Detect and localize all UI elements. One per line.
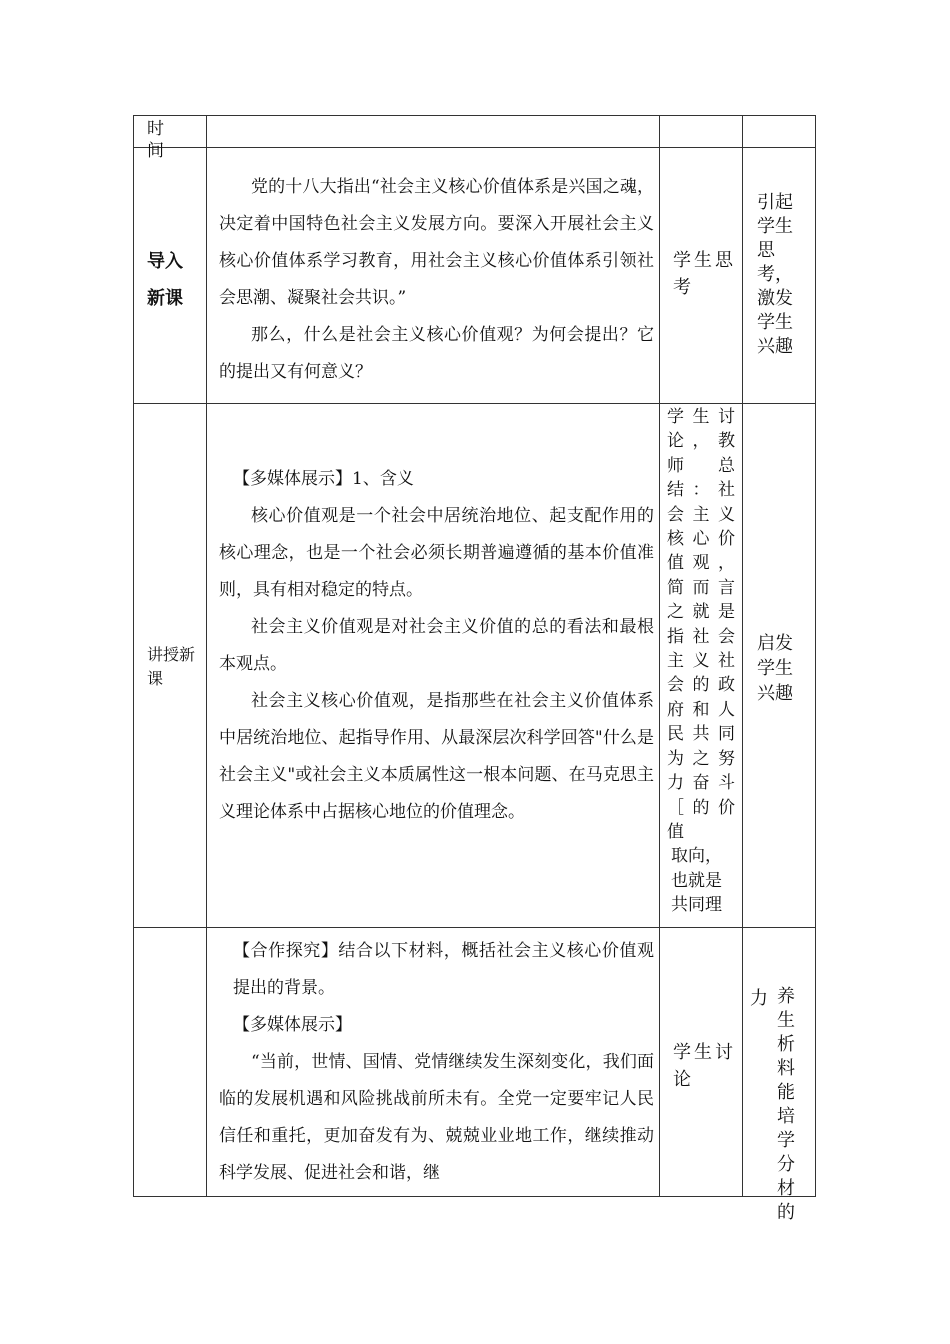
teaching-paragraph-3: 社会主义核心价值观，是指那些在社会主义价值体系中居统治地位、起指导作用、从最深层次科学回答"什么是社会主义"或社会主义本质属性这一根本问题、在马克思主义理论体系中占据核心地位的价值理念。	[219, 691, 654, 822]
table-col-divider	[206, 115, 207, 1197]
row-label-teaching: 讲授新课	[147, 645, 196, 688]
time-header-cell	[147, 118, 177, 161]
student-activity-line: 值	[667, 821, 684, 842]
intro-paragraph-2: 那么，什么是社会主义核心价值观？为何会提出？它的提出又有何意义？	[219, 325, 654, 382]
student-activity-line: 之 就 是	[667, 602, 735, 623]
student-activity-line: 学 生 讨	[667, 407, 735, 427]
student-activity-line: 也 就 是	[671, 870, 722, 891]
student-activity-line: 会 的 政	[667, 675, 735, 696]
student-activity-line: 师 总	[667, 455, 735, 476]
student-activity-line: 会 主 义	[667, 504, 735, 525]
student-activity-line: 主 义 社	[667, 651, 735, 672]
student-activity-line: 民 共 同	[667, 724, 735, 745]
teaching-paragraph-2: 社会主义价值观是对社会主义价值的总的看法和最根本观点。	[219, 617, 654, 674]
teaching-goal: 启发学生兴趣	[757, 633, 793, 704]
teaching-paragraph-1: 核心价值观是一个社会中居统治地位、起支配作用的核心理念，也是一个社会必须长期普遍遵循的基本价值准则，具有相对稳定的特点。	[219, 506, 654, 600]
row-label-intro-line1: 导入	[147, 251, 183, 272]
row-label-intro-line2: 新课	[147, 288, 183, 309]
table-border-bottom	[133, 1196, 816, 1197]
student-activity-line: 力 奋 斗	[667, 773, 735, 794]
student-activity-line: 取 向 ，	[671, 846, 722, 867]
student-activity-line: 指 社 会	[667, 626, 735, 647]
intro-goal: 引起学生思考，激发学生兴趣	[757, 192, 793, 357]
table-border-left	[133, 115, 134, 1197]
student-activity-line: 结 ： 社	[667, 480, 735, 501]
student-activity-line: ［ 的 价	[667, 797, 735, 818]
explore-student-activity: 学生讨论	[673, 1042, 736, 1090]
teaching-student-activity	[667, 405, 739, 918]
row-label-intro	[147, 243, 203, 317]
student-activity-line: 共 同 理	[671, 895, 722, 916]
table-border-right	[815, 115, 816, 1197]
table-row-divider	[133, 147, 816, 148]
student-activity-line: 核 心 价	[667, 529, 735, 550]
intro-student-activity: 学生思考	[673, 250, 736, 298]
teaching-content-cell	[219, 461, 654, 831]
intro-content-cell	[219, 169, 654, 391]
lesson-plan-table	[133, 115, 816, 1223]
explore-quote-paragraph: “当前，世情、国情、党情继续发生深刻变化，我们面临的发展机遇和风险挑战前所未有。全党一定要牢记人民信任和重托，更加奋发有为、兢兢业业地工作，继续推动科学发展、促进社会和谐，继	[219, 1052, 654, 1183]
table-col-divider	[742, 115, 743, 1197]
table-row-divider	[133, 403, 816, 404]
student-activity-line: 为 之 努	[667, 748, 735, 769]
intro-paragraph-1: 党的十八大指出“社会主义核心价值体系是兴国之魂，决定着中国特色社会主义发展方向。要深入开展社会主义核心价值体系学习教育，用社会主义核心价值体系引领社会思潮、凝聚社会共识。”	[219, 177, 654, 308]
student-activity-lines	[667, 405, 739, 918]
teaching-heading: 【多媒体展示】1、含义	[233, 469, 414, 489]
explore-content-cell	[219, 933, 654, 1192]
student-activity-line: 论 ， 教	[667, 431, 735, 452]
explore-media-heading: 【多媒体展示】	[233, 1015, 352, 1035]
table-border-top	[133, 115, 816, 116]
table-row-divider	[133, 927, 816, 928]
table-col-divider	[659, 115, 660, 1197]
explore-goal: 养生析料能培学分材的	[777, 986, 795, 1223]
student-activity-line: 简 而 言	[667, 577, 735, 598]
time-header-label: 时间	[147, 119, 164, 161]
student-activity-line: 值 观 ，	[667, 553, 735, 574]
student-activity-line: 府 和 人	[667, 699, 735, 720]
explore-heading: 【合作探究】结合以下材料，概括社会主义核心价值观提出的背景。	[233, 941, 654, 998]
explore-goal-side: 力	[750, 988, 768, 1009]
